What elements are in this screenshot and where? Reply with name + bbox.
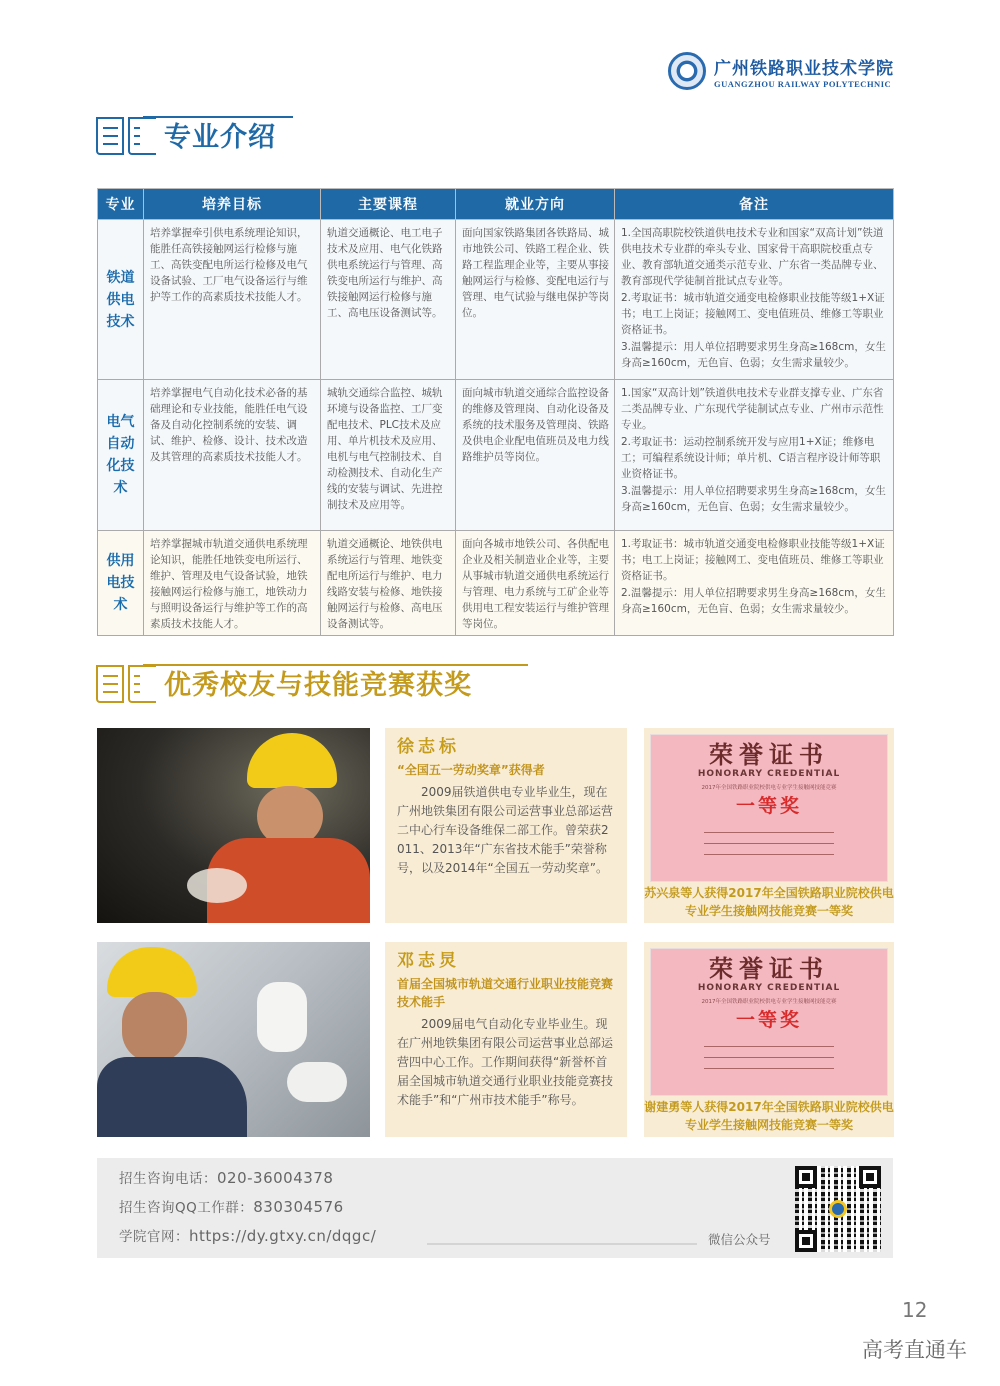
alumnus-bio: 2009届电气自动化专业毕业生。现在广州地铁集团有限公司运营事业总部运营四中心工作。工作期间获得“新誉杯首届全国城市轨道交通行业职业技能竞赛技术能手”和“广州市技术能手”称号。	[397, 1017, 614, 1107]
alumnus-name: 邓志炅	[397, 951, 460, 971]
notes-cell	[615, 531, 894, 636]
qq-line: 招生咨询QQ工作群：830304576	[119, 1198, 344, 1216]
certificate-card	[644, 942, 894, 1137]
book-icon	[96, 665, 156, 705]
column-header: 专业	[98, 189, 144, 220]
note-item: 2.温馨提示：用人单位招聘要求男生身高≥168cm，女生身高≥160cm，无色盲、色弱；女生需求量较少。	[621, 587, 886, 615]
goal-cell: 培养掌握牵引供电系统理论知识，能胜任高铁接触网运行检修与施工、高铁变配电所运行检修及电气设备试验、工厂电气设备运行与维护等工作的高素质技术技能人才。	[144, 220, 321, 380]
table-row	[98, 220, 894, 380]
jobs-cell: 面向各城市地铁公司、各供配电企业及相关制造业企业等，主要从事城市轨道交通供电系统运行与管理、电力系统与工矿企业等供用电工程安装运行与维护管理等岗位。	[456, 531, 615, 636]
school-seal-icon	[668, 52, 706, 90]
watermark: 高考直通车	[862, 1338, 967, 1362]
page-number: 12	[902, 1298, 928, 1322]
alumnus-card	[385, 942, 627, 1137]
note-item: 3.温馨提示：用人单位招聘要求男生身高≥168cm，女生身高≥160cm，无色盲、色弱；女生需求量较少。	[621, 341, 886, 369]
alumnus-honor: 首届全国城市轨道交通行业职业技能竞赛技术能手	[397, 977, 614, 1009]
note-item: 1.全国高职院校铁道供电技术专业和国家“双高计划”铁道供电技术专业群的牵头专业、国家骨干高职院校重点专业、教育部轨道交通类示范专业、广东省一类品牌专业、教育部现代学徒制首批试点专业等。	[621, 227, 884, 287]
note-item: 2.考取证书：运动控制系统开发与应用1+X证；维修电工；可编程系统设计师；单片机、C语言程序设计师等职业资格证书。	[621, 436, 881, 480]
major-name: 铁道供电技术	[98, 220, 144, 380]
column-header: 培养目标	[144, 189, 321, 220]
alumnus-photo	[97, 728, 370, 923]
table-row	[98, 380, 894, 531]
notes-cell	[615, 380, 894, 531]
certificate-card	[644, 728, 894, 923]
note-item: 1.考取证书：城市轨道交通变电检修职业技能等级1+X证书；电工上岗证；接触网工、变电值班员、维修工等职业资格证书。	[621, 538, 885, 582]
qq-number: 830304576	[253, 1198, 344, 1216]
section-title: 优秀校友与技能竞赛获奖	[164, 670, 472, 701]
school-logo	[668, 52, 894, 90]
major-name: 电气自动化技术	[98, 380, 144, 531]
jobs-cell: 面向城市轨道交通综合监控设备的维修及管理岗、自动化设备及系统的技术服务及管理岗、铁路及供电企业配电值班员及电力线路维护员等岗位。	[456, 380, 615, 531]
majors-table	[97, 188, 894, 636]
note-item: 2.考取证书：城市轨道交通变电检修职业技能等级1+X证书；电工上岗证；接触网工、变电值班员、维修工等职业资格证书。	[621, 292, 885, 336]
certificate-image: 荣誉证书 HONORARY CREDENTIAL 2017年全国铁路职业院校供电专业学生接触网技能竞赛 一等奖	[650, 734, 888, 882]
table-row	[98, 531, 894, 636]
courses-cell: 城轨交通综合监控、城轨环境与设备监控、工厂变配电技术、PLC技术及应用、单片机技术及应用、电机与电气控制技术、自动检测技术、自动化生产线的安装与调试、先进控制技术及应用等。	[321, 380, 456, 531]
phone-line: 招生咨询电话：020-36004378	[119, 1169, 334, 1187]
section-title: 专业介绍	[164, 122, 276, 153]
wechat-label: 微信公众号	[708, 1232, 771, 1247]
goal-cell: 培养掌握电气自动化技术必备的基础理论和专业技能，能胜任电气设备及自动化控制系统的安装、调试、维护、检修、设计、技术改造及其管理的高素质技术技能人才。	[144, 380, 321, 531]
school-name-cn: 广州铁路职业技术学院	[714, 58, 894, 79]
wechat-qr-code[interactable]	[795, 1166, 881, 1252]
school-name-en: GUANGZHOU RAILWAY POLYTECHNIC	[714, 78, 892, 89]
certificate-image: 荣誉证书 HONORARY CREDENTIAL 2017年全国铁路职业院校供电专业学生接触网技能竞赛 一等奖	[650, 948, 888, 1096]
contact-box	[97, 1158, 893, 1258]
alumnus-name: 徐志标	[397, 737, 460, 757]
section-header-alumni	[96, 665, 472, 705]
jobs-cell: 面向国家铁路集团各铁路局、城市地铁公司、铁路工程企业、铁路工程监理企业等，主要从事接触网运行与检修、变配电运行与管理、电气试验与继电保护等岗位。	[456, 220, 615, 380]
notes-cell	[615, 220, 894, 380]
column-header: 就业方向	[456, 189, 615, 220]
courses-cell: 轨道交通概论、电工电子技术及应用、电气化铁路供电系统运行与管理、高铁变电所运行与维护、高铁接触网运行检修与施工、高电压设备测试等。	[321, 220, 456, 380]
goal-cell: 培养掌握城市轨道交通供电系统理论知识，能胜任地铁变电所运行、维护、管理及电气设备试验，地铁接触网运行检修与施工，地铁动力与照明设备运行与维护等工作的高素质技术技能人才。	[144, 531, 321, 636]
book-icon	[96, 117, 156, 157]
alumnus-photo	[97, 942, 370, 1137]
column-header: 备注	[615, 189, 894, 220]
table-header-row	[98, 189, 894, 220]
major-name: 供用电技术	[98, 531, 144, 636]
column-header: 主要课程	[321, 189, 456, 220]
courses-cell: 轨道交通概论、地铁供电系统运行与管理、地铁变配电所运行与维护、电力线路安装与检修、地铁接触网运行与检修、高电压设备测试等。	[321, 531, 456, 636]
certificate-caption: 谢建勇等人获得2017年全国铁路职业院校供电专业学生接触网技能竞赛一等奖	[644, 1100, 894, 1132]
alumnus-card	[385, 728, 627, 923]
note-item: 3.温馨提示：用人单位招聘要求男生身高≥168cm，女生身高≥160cm，无色盲、色弱；女生需求量较少。	[621, 485, 886, 513]
alumnus-bio: 2009届铁道供电专业毕业生，现在广州地铁集团有限公司运营事业总部运营二中心行车设备维保二部工作。曾荣获2011、2013年“广东省技术能手”荣誉称号，以及2014年“全国五一劳动奖章”。	[397, 785, 614, 875]
section-header-majors	[96, 117, 276, 157]
note-item: 1.国家“双高计划”铁道供电技术专业群支撑专业、广东省二类品牌专业、广东现代学徒制试点专业、广州市示范性专业。	[621, 387, 884, 431]
website-link[interactable]: https://dy.gtxy.cn/dqgc/	[189, 1227, 377, 1245]
phone-number: 020-36004378	[217, 1169, 334, 1187]
alumnus-honor: “全国五一劳动奖章”获得者	[397, 763, 545, 777]
certificate-caption: 苏兴泉等人获得2017年全国铁路职业院校供电专业学生接触网技能竞赛一等奖	[644, 886, 894, 918]
website-line: 学院官网：https://dy.gtxy.cn/dqgc/	[119, 1227, 377, 1245]
